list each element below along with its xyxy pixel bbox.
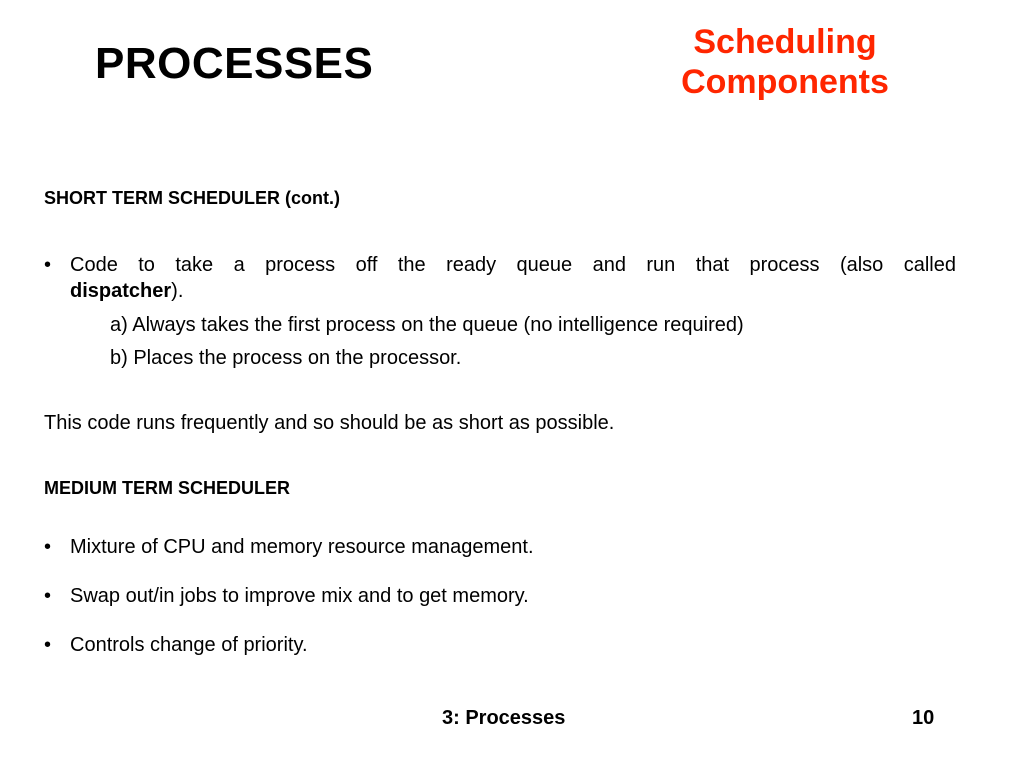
bullet-text <box>70 252 956 304</box>
bullet-text-line-1: Code to take a process off the ready queue and run that process (also called <box>70 254 956 276</box>
bullet-marker: • <box>44 254 52 276</box>
subtitle-line-2: Components <box>681 63 889 101</box>
short-term-heading: SHORT TERM SCHEDULER (cont.) <box>44 188 340 208</box>
medium-term-item-3 <box>44 632 956 658</box>
note-text: This code runs frequently and so should be as short as possible. <box>44 412 615 434</box>
slide-subtitle <box>650 22 920 102</box>
medium-term-item-1 <box>44 534 956 560</box>
subtitle-line-1: Scheduling <box>693 23 877 61</box>
medium-term-item-2 <box>44 583 956 609</box>
bullet-marker: • <box>44 585 52 607</box>
page-number: 10 <box>912 707 935 729</box>
sub-item-a: a) Always takes the first process on the queue (no intelligence required) <box>110 314 744 336</box>
medium-term-item-text: Swap out/in jobs to improve mix and to get memory. <box>70 585 529 607</box>
short-term-bullet-item <box>44 252 956 304</box>
bullet-text-end: ). <box>171 280 184 302</box>
medium-term-item-text: Controls change of priority. <box>70 634 308 656</box>
sub-item-b: b) Places the process on the processor. <box>110 347 462 369</box>
medium-term-item-text: Mixture of CPU and memory resource management. <box>70 536 534 558</box>
footer-label: 3: Processes <box>442 707 566 729</box>
slide-title: PROCESSES <box>95 39 374 88</box>
dispatcher-term: dispatcher <box>70 280 172 302</box>
medium-term-heading: MEDIUM TERM SCHEDULER <box>44 478 290 498</box>
bullet-marker: • <box>44 634 52 656</box>
bullet-marker: • <box>44 536 52 558</box>
